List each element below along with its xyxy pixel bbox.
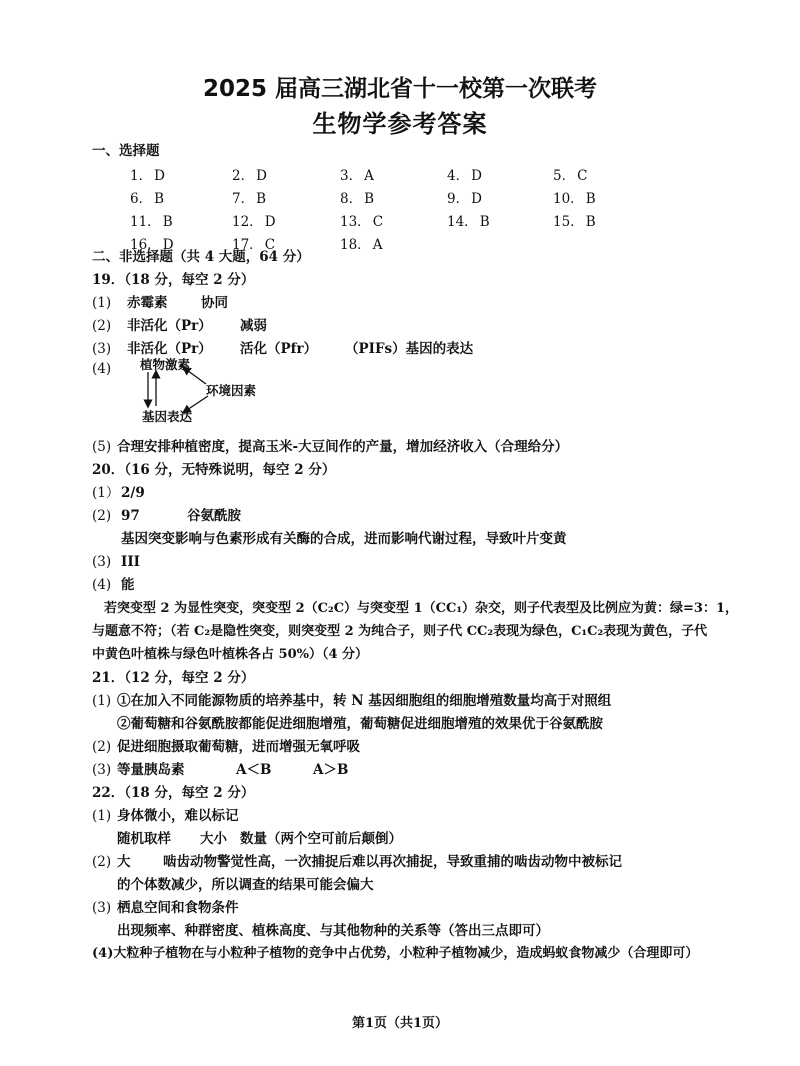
q20-2-answer-b: 谷氨酰胺	[187, 508, 241, 524]
q21-3-answer-c: A＞B	[313, 762, 349, 778]
q19-2-answer-a: 非活化（Pr）	[127, 318, 212, 334]
choice-question-number: 16．	[130, 237, 161, 253]
choice-answer-item	[130, 187, 164, 207]
q21-3-answer-a: 等量胰岛素	[117, 762, 185, 778]
choice-question-number: 8．	[340, 191, 363, 207]
q22-1-answer: 身体微小，难以标记	[117, 808, 239, 824]
choice-question-number: 15．	[553, 214, 584, 230]
q21-3-num: (3)	[92, 762, 112, 778]
choice-answer-item	[447, 164, 482, 184]
section-heading-choice: 一、选择题	[92, 143, 160, 159]
choice-answer-letter: C	[577, 168, 588, 184]
q22-2-num: (2)	[92, 854, 112, 870]
q22-1-answer-sampling: 随机取样	[117, 831, 171, 847]
q20-2-answer-c: 基因突变影响与色素形成有关酶的合成，进而影响代谢过程，导致叶片变黄	[121, 531, 567, 547]
choice-question-number: 14．	[447, 214, 478, 230]
choice-question-number: 11．	[130, 214, 161, 230]
choice-answer-item	[232, 164, 267, 184]
choice-answer-letter: D	[154, 168, 165, 184]
q21-1-num: (1)	[92, 693, 112, 709]
choice-answer-letter: B	[585, 214, 596, 230]
question-21-title: 21．（12 分，每空 2 分）	[92, 670, 255, 686]
q22-4-answer: (4)大粒种子植物在与小粒种子植物的竞争中占优势，小粒种子植物减少，造成蚂蚁食物减少（合理即可）	[92, 946, 699, 961]
choice-question-number: 10．	[553, 191, 584, 207]
choice-answer-letter: B	[585, 191, 596, 207]
choice-question-number: 7．	[232, 191, 255, 207]
question-20-title: 20．（16 分，无特殊说明，每空 2 分）	[92, 462, 336, 478]
choice-answer-item	[130, 210, 173, 230]
choice-answer-letter: C	[264, 237, 276, 253]
q20-1-num: (1）	[92, 485, 120, 501]
choice-answer-item	[553, 210, 596, 230]
q19-4-num: (4)	[92, 361, 112, 377]
choice-answer-letter: B	[162, 214, 173, 230]
q19-2-answer-b: 减弱	[240, 318, 267, 334]
question-19-title: 19．（18 分，每空 2 分）	[92, 272, 255, 288]
choice-answer-item	[340, 233, 382, 253]
choice-question-number: 17．	[232, 237, 263, 253]
q19-3-answer-c: （PIFs）基因的表达	[345, 341, 474, 357]
section-heading-nonchoice: 二、非选择题（共 4 大题，64 分）	[92, 249, 310, 265]
q20-2-answer-a: 97	[121, 508, 140, 524]
q22-2-answer-b: 啮齿动物警觉性高，一次捕捉后难以再次捕捉，导致重捕的啮齿动物中被标记	[163, 854, 622, 870]
choice-question-number: 13．	[340, 214, 371, 230]
q20-explanation-line-1: 若突变型 2 为显性突变，突变型 2（C₂C）与突变型 1（CC₁）杂交，则子代表型及比例应为黄：绿=3：1，	[104, 601, 738, 616]
q21-1-answer-1: ①在加入不同能源物质的培养基中，转 N 基因细胞组的细胞增殖数量均高于对照组	[117, 693, 612, 709]
q20-3-answer: III	[121, 554, 140, 570]
choice-question-number: 5．	[553, 168, 576, 184]
q22-1-answer-count: 数量（两个空可前后颠倒）	[240, 831, 402, 847]
choice-answer-letter: D	[471, 168, 482, 184]
q20-explanation-line-2: 与题意不符；（若 C₂是隐性突变，则突变型 2 为纯合子，则子代 CC₂表现为绿色，C₁C₂表现为黄色，子代	[92, 624, 708, 639]
q19-3-num: (3)	[92, 341, 112, 357]
q19-1-num: (1)	[92, 295, 112, 311]
choice-answer-item	[447, 187, 482, 207]
question-22-title: 22．（18 分，每空 2 分）	[92, 785, 255, 801]
diagram-node-hormone: 植物激素	[140, 357, 191, 372]
q19-2-num: (2)	[92, 318, 112, 334]
q22-2-answer-c: 的个体数减少，所以调查的结果可能会偏大	[117, 877, 374, 893]
choice-answer-letter: B	[256, 191, 267, 207]
choice-question-number: 2．	[232, 168, 255, 184]
diagram-node-gene: 基因表达	[142, 409, 193, 424]
choice-answer-letter: A	[364, 168, 374, 184]
choice-answer-letter: B	[364, 191, 375, 207]
document-subtitle: 生物学参考答案	[312, 110, 488, 138]
q19-5-answer: 合理安排种植密度，提高玉米-大豆间作的产量，增加经济收入（合理给分）	[117, 439, 569, 455]
document-title: 2025 届高三湖北省十一校第一次联考	[202, 76, 598, 102]
q19-3-answer-b: 活化（Pfr）	[240, 341, 318, 357]
q20-1-answer: 2/9	[121, 485, 145, 501]
q21-1-answer-2: ②葡萄糖和谷氨酰胺都能促进细胞增殖，葡萄糖促进细胞增殖的效果优于谷氨酰胺	[117, 716, 603, 732]
hormone-environment-gene-diagram	[128, 352, 288, 428]
q22-2-answer-a: 大	[117, 854, 131, 870]
q20-3-num: (3)	[92, 554, 112, 570]
q19-1-answer-a: 赤霉素	[127, 295, 168, 311]
choice-answer-item	[553, 187, 596, 207]
q20-explanation-line-3: 中黄色叶植株与绿色叶植株各占 50%）（4 分）	[92, 647, 369, 662]
choice-question-number: 6．	[130, 191, 153, 207]
choice-answer-item	[340, 187, 374, 207]
choice-answer-letter: D	[162, 237, 174, 253]
choice-question-number: 1．	[130, 168, 153, 184]
q21-3-answer-b: A＜B	[236, 762, 272, 778]
choice-answer-item	[232, 210, 276, 230]
q19-5-num: (5)	[92, 439, 112, 455]
q22-1-answer-size: 大小	[200, 831, 227, 847]
q21-2-answer: 促进细胞摄取葡萄糖，进而增强无氧呼吸	[117, 739, 360, 755]
page-footer: 第1页（共1页）	[351, 1016, 449, 1031]
choice-answer-item	[340, 210, 383, 230]
choice-answer-letter: C	[372, 214, 384, 230]
choice-answer-item	[553, 164, 587, 184]
q22-3-answer-b: 出现频率、种群密度、植株高度、与其他物种的关系等（答出三点即可）	[117, 923, 549, 939]
choice-answer-letter: D	[256, 168, 267, 184]
choice-question-number: 3．	[340, 168, 363, 184]
choice-answer-letter: D	[264, 214, 276, 230]
choice-answer-item	[130, 164, 165, 184]
choice-answer-letter: A	[372, 237, 383, 253]
q20-2-num: (2)	[92, 508, 112, 524]
choice-question-number: 12．	[232, 214, 263, 230]
choice-answer-letter: D	[471, 191, 482, 207]
q20-4-answer: 能	[121, 577, 135, 593]
choice-answer-item	[232, 187, 266, 207]
diagram-node-environment: 环境因素	[206, 383, 257, 398]
choice-question-number: 4．	[447, 168, 470, 184]
choice-question-number: 18．	[340, 237, 371, 253]
q20-4-num: (4)	[92, 577, 112, 593]
choice-answer-item	[447, 210, 490, 230]
choice-answer-letter: B	[154, 191, 165, 207]
choice-question-number: 9．	[447, 191, 470, 207]
q22-3-answer: 栖息空间和食物条件	[117, 900, 239, 916]
q19-1-answer-b: 协同	[201, 295, 228, 311]
choice-answer-item	[340, 164, 374, 184]
choice-answer-letter: B	[479, 214, 490, 230]
q22-1-num: (1)	[92, 808, 112, 824]
q19-3-answer-a: 非活化（Pr）	[127, 341, 212, 357]
q21-2-num: (2)	[92, 739, 112, 755]
q22-3-num: (3)	[92, 900, 112, 916]
